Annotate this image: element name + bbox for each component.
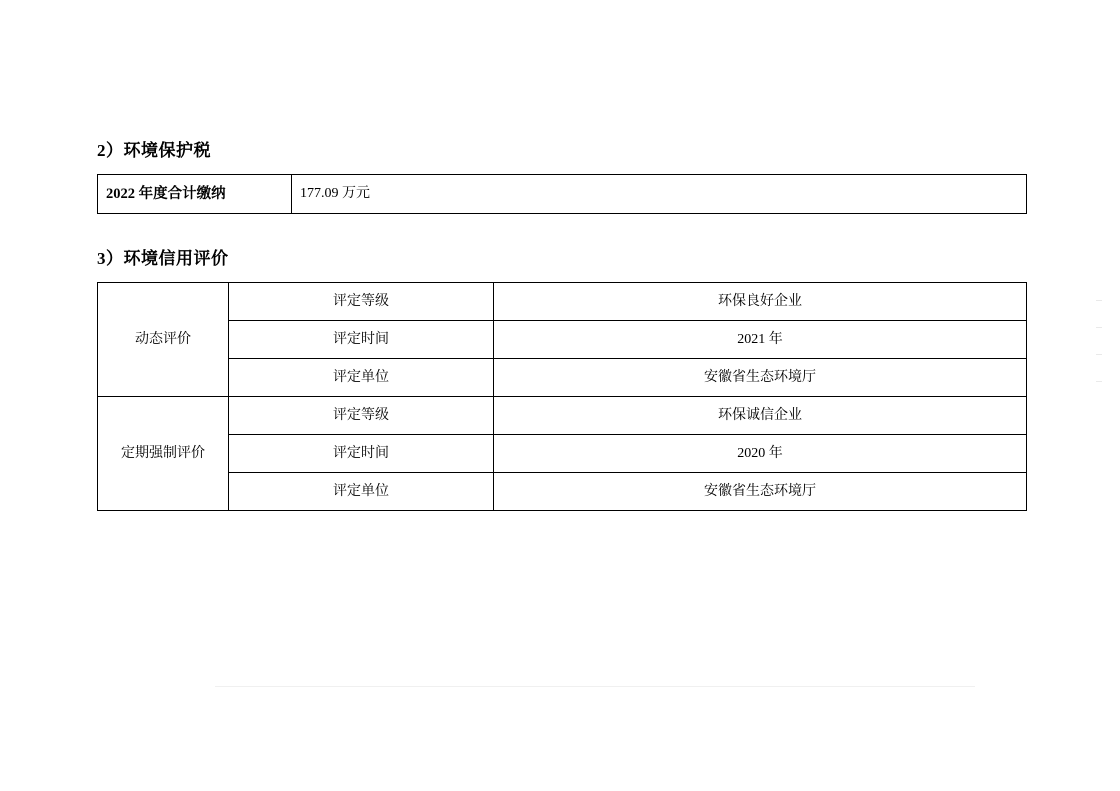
- credit-item-value: 2020 年: [494, 435, 1027, 473]
- credit-group-periodic: 定期强制评价: [98, 397, 229, 511]
- credit-item-value: 环保诚信企业: [494, 397, 1027, 435]
- table-row: [98, 397, 1027, 435]
- section-heading-environmental-tax: 2）环境保护税: [97, 141, 211, 160]
- tax-total-label: 2022 年度合计缴纳: [98, 175, 292, 214]
- section-heading-environmental-credit: 3）环境信用评价: [97, 249, 229, 269]
- credit-item-value: 2021 年: [494, 321, 1027, 359]
- table-row: [98, 359, 1027, 397]
- environmental-credit-table: [97, 282, 1027, 511]
- credit-item-value: 安徽省生态环境厅: [494, 473, 1027, 511]
- credit-item-label: 评定时间: [229, 435, 494, 473]
- table-row: [98, 283, 1027, 321]
- scan-artifact-line: [215, 686, 975, 687]
- document-content: [97, 140, 1027, 511]
- credit-item-value: 安徽省生态环境厅: [494, 359, 1027, 397]
- table-row: [98, 175, 1027, 214]
- credit-item-label: 评定单位: [229, 473, 494, 511]
- credit-item-label: 评定时间: [229, 321, 494, 359]
- credit-item-label: 评定等级: [229, 397, 494, 435]
- table-row: [98, 435, 1027, 473]
- tax-total-value: 177.09 万元: [292, 175, 1027, 214]
- table-row: [98, 473, 1027, 511]
- table-row: [98, 321, 1027, 359]
- credit-item-label: 评定单位: [229, 359, 494, 397]
- credit-item-label: 评定等级: [229, 283, 494, 321]
- credit-group-dynamic: 动态评价: [98, 283, 229, 397]
- scan-artifact-marks: [1096, 300, 1106, 420]
- environmental-tax-table: [97, 174, 1027, 214]
- credit-item-value: 环保良好企业: [494, 283, 1027, 321]
